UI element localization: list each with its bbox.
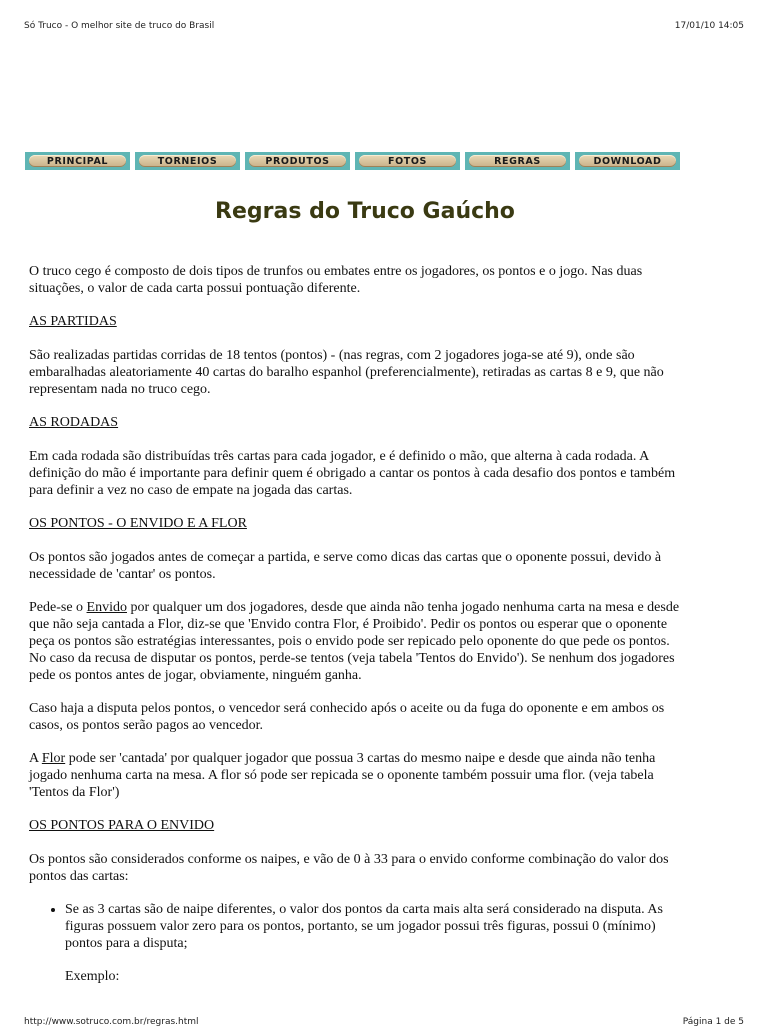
nav-label: PRODUTOS [265,155,330,167]
print-footer-page: Página 1 de 5 [682,1017,744,1027]
pontos-paragraph-4 [29,750,689,801]
print-header [24,21,744,31]
intro-paragraph: O truco cego é composto de dois tipos de trunfos ou embates entre os jogadores, os pontos e o jogo. Nas duas situações, o valor de cada carta possui pontuação diferente. [29,264,643,296]
nav-label: DOWNLOAD [593,155,662,167]
article-body [29,263,689,985]
rodadas-paragraph: Em cada rodada são distribuídas três cartas para cada jogador, e é definido o mão, que alterna à cada rodada. A definição do mão é importante para definir quem é obrigado a cantar os pontos à cada desafio dos pontos e também para definir a vez no caso de empate na jogada das cartas. [29,449,676,498]
section-heading-pontos: OS PONTOS - O ENVIDO E A FLOR [29,516,247,531]
text-run: por qualquer um dos jogadores, desde que ainda não tenha jogado nenhuma carta na mesa e desde que não seja cantada a Flor, diz-se que 'Envido contra Flor, é Proibido'. Pedir os pontos ou esperar que o oponente peça os pontos são estratégias interessantes, pois o envido pode ser repicado pelo oponente do que pede os pontos. No caso da recusa de disputar os pontos, perde-se tentos (veja tabela 'Tentos do Envido'). Se nenhum dos jogadores pede os pontos antes de jogar, obviamente, ninguém ganha. [29,600,680,683]
flor-link[interactable]: Flor [41,751,66,766]
partidas-paragraph: São realizadas partidas corridas de 18 tentos (pontos) - (nas regras, com 2 jogadores joga-se até 9), onde são embaralhadas aleatoriamente 40 cartas do baralho espanhol (preferencialmente), retiradas as cartas 8 e 9, que não representam nada no truco cego. [29,348,664,397]
print-footer-url: http://www.sotruco.com.br/regras.html [24,1017,199,1027]
envido-paragraph: Os pontos são considerados conforme os naipes, e vão de 0 à 33 para o envido conforme combinação do valor dos pontos das cartas: [29,852,669,884]
list-item-text: Se as 3 cartas são de naipe diferentes, o valor dos pontos da carta mais alta será considerado na disputa. As figuras possuem valor zero para os pontos, portanto, se um jogador possui três figuras, possui 0 (mínimo) pontos para a disputa; [65,902,663,951]
nav-button-torneios[interactable] [135,152,240,170]
pontos-paragraph-2 [29,599,689,684]
text-run: Pede-se o [29,600,87,615]
nav-button-download[interactable] [575,152,680,170]
section-heading-rodadas: AS RODADAS [29,415,119,430]
section-heading-envido: OS PONTOS PARA O ENVIDO [29,818,215,833]
list-item [65,901,689,985]
print-footer [24,1017,744,1027]
nav-button-regras[interactable] [465,152,570,170]
envido-rules-list [29,901,689,985]
nav-button-fotos[interactable] [355,152,460,170]
nav-button-principal[interactable] [25,152,130,170]
nav-label: REGRAS [494,155,541,167]
nav-label: FOTOS [388,155,427,167]
nav-label: TORNEIOS [157,155,218,167]
pontos-paragraph-3: Caso haja a disputa pelos pontos, o vencedor será conhecido após o aceite ou da fuga do oponente e em ambos os casos, os pontos serão pagos ao vencedor. [29,701,665,733]
nav-label: PRINCIPAL [46,155,109,167]
main-navigation [25,152,680,170]
example-label: Exemplo: [65,969,120,984]
print-header-datetime: 17/01/10 14:05 [674,21,744,31]
pontos-paragraph-1: Os pontos são jogados antes de começar a partida, e serve como dicas das cartas que o oponente possui, devido à necessidade de 'cantar' os pontos. [29,550,662,582]
text-run: A [29,751,42,766]
text-run: pode ser 'cantada' por qualquer jogador que possua 3 cartas do mesmo naipe e desde que ainda não tenha jogado nenhuma carta na mesa. A flor só pode ser repicada se o oponente também possuir uma flor. (veja tabela 'Tentos da Flor') [29,751,656,800]
print-header-title: Só Truco - O melhor site de truco do Brasil [24,21,215,31]
nav-button-produtos[interactable] [245,152,350,170]
section-heading-partidas: AS PARTIDAS [29,314,117,329]
envido-link[interactable]: Envido [86,600,127,615]
page-title: Regras do Truco Gaúcho [215,199,515,224]
